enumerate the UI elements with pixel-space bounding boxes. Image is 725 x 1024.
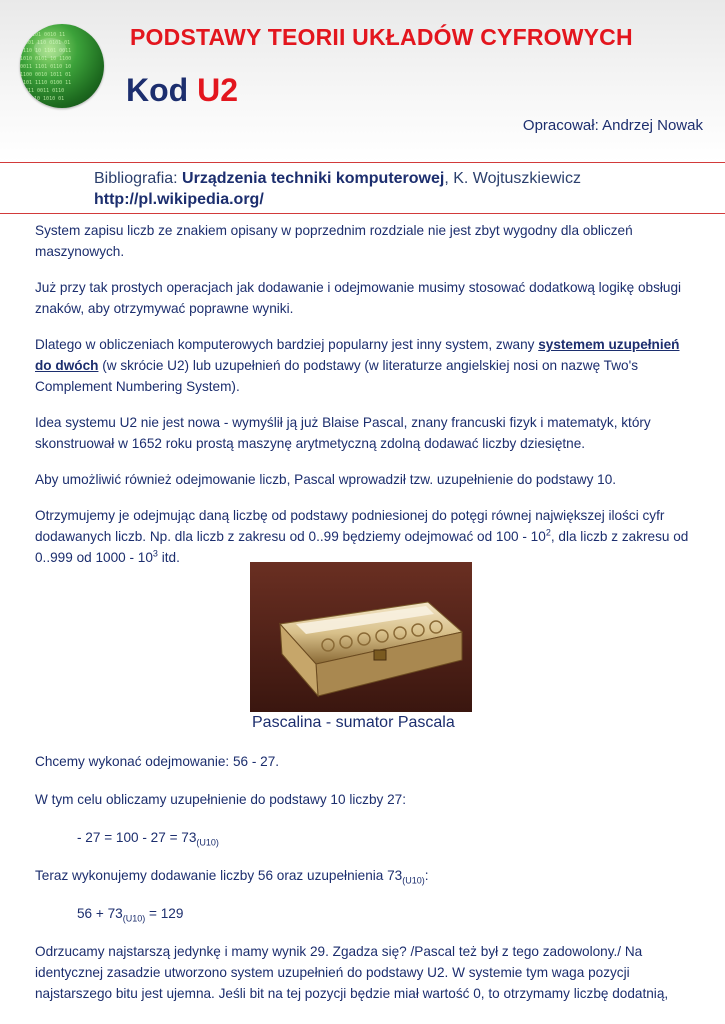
bibliography-book: Urządzenia techniki komputerowej xyxy=(182,170,445,187)
svg-text:1100 0010 1011 01: 1100 0010 1011 01 xyxy=(20,72,72,78)
bibliography xyxy=(94,168,581,210)
bibliography-author: , K. Wojtuszkiewicz xyxy=(444,170,581,187)
paragraph: Teraz wykonujemy dodawanie liczby 56 oraz uzupełnienia $73_{(U10)}$: xyxy=(35,868,429,886)
svg-text:0101 1110 0100 11: 0101 1110 0100 11 xyxy=(20,80,72,86)
header-divider-top xyxy=(0,162,725,163)
paragraph: Otrzymujemy je odejmując daną liczbę od podstawy podniesionej do potęgi równej największej ilości cyfr dodawanych liczb. Np. dla liczb z zakresu od 0..99 będziemy odejmować od $100 - 10^2$, dla liczb z zakresu od 0..999 od $1000 - 10^3$ itd. xyxy=(35,508,689,565)
author-line: Opracował: Andrzej Nowak xyxy=(522,117,703,134)
paragraph: Chcemy wykonać odejmowanie: 56 - 27. xyxy=(35,754,280,769)
paragraph: Już przy tak prostych operacjach jak dodawanie i odejmowanie musimy stosować dodatkową logikę obsługi znaków, aby otrzymywać poprawne wyniki. xyxy=(35,280,682,316)
svg-text:0110 1010 01: 0110 1010 01 xyxy=(28,96,65,102)
svg-text:1010 0101 10 1100: 1010 0101 10 1100 xyxy=(20,56,72,62)
paragraph: Aby umożliwić również odejmowanie liczb, Pascal wprowadził tzw. uzupełnienie do podstawy 10. xyxy=(35,472,617,487)
pascalina-photo xyxy=(250,562,472,712)
u2-link[interactable]: systemem uzupełnień do dwóch xyxy=(35,337,680,373)
bibliography-url: http://pl.wikipedia.org/ xyxy=(94,191,264,208)
paragraph: Idea systemu U2 nie jest nowa - wymyślił ją już Blaise Pascal, znany francuski fizyk i matematyk, który skonstruował w 1652 roku prostą maszynę arytmetyczną zdolną dodawać liczby dziesiętne. xyxy=(35,415,651,451)
svg-text:0011 1101 0110 10: 0011 1101 0110 10 xyxy=(20,64,72,70)
paragraph: System zapisu liczb ze znakiem opisany w poprzednim rozdziale nie jest zbyt wygodny dla obliczeń maszynowych. xyxy=(35,223,633,259)
page-header xyxy=(0,0,725,162)
svg-text:0110 10 1101 0011: 0110 10 1101 0011 xyxy=(20,48,72,54)
equation: - $27 = 100 - 27 = 73_{(U10)}$ xyxy=(77,830,219,848)
example-text xyxy=(35,751,695,1021)
svg-text:1011 0011 0110: 1011 0011 0110 xyxy=(22,88,65,94)
paragraph: Dlatego w obliczeniach komputerowych bardziej popularny jest inny system, zwany systemem uzupełnień do dwóch (w skrócie U2) lub uzupełnień do podstawy (w literaturze angielskiej nosi on nazwę Two's Complement Numbering System). xyxy=(35,337,680,394)
paragraph: W tym celu obliczamy uzupełnienie do podstawy 10 liczby 27: xyxy=(35,792,406,807)
figure-caption: Pascalina - sumator Pascala xyxy=(252,714,455,731)
equation: $56 + 73_{(U10)} = 129$ xyxy=(77,906,184,924)
main-text xyxy=(35,220,695,583)
binary-globe-logo xyxy=(20,24,104,108)
svg-text:01101 0010 11: 01101 0010 11 xyxy=(26,32,66,38)
bibliography-label: Bibliografia: xyxy=(94,170,183,187)
document-title: PODSTAWY TEORII UKŁADÓW CYFROWYCH xyxy=(130,24,633,50)
svg-text:1001 110 0101 01: 1001 110 0101 01 xyxy=(22,40,71,46)
paragraph: Odrzucamy najstarszą jedynkę i mamy wynik 29. Zgadza się? /Pascal też był z tego zadowolony./ Na identycznej zasadzie utworzono system uzupełnień do podstawy U2. W systemie tym waga pozycji najstarszego bitu jest ujemna. Jeśli bit na tej pozycji będzie miał wartość 0, to otrzymamy liczbę dodatnią, xyxy=(35,944,669,1001)
document-subtitle: Kod U2 xyxy=(126,72,238,108)
header-divider-bottom xyxy=(0,213,725,214)
